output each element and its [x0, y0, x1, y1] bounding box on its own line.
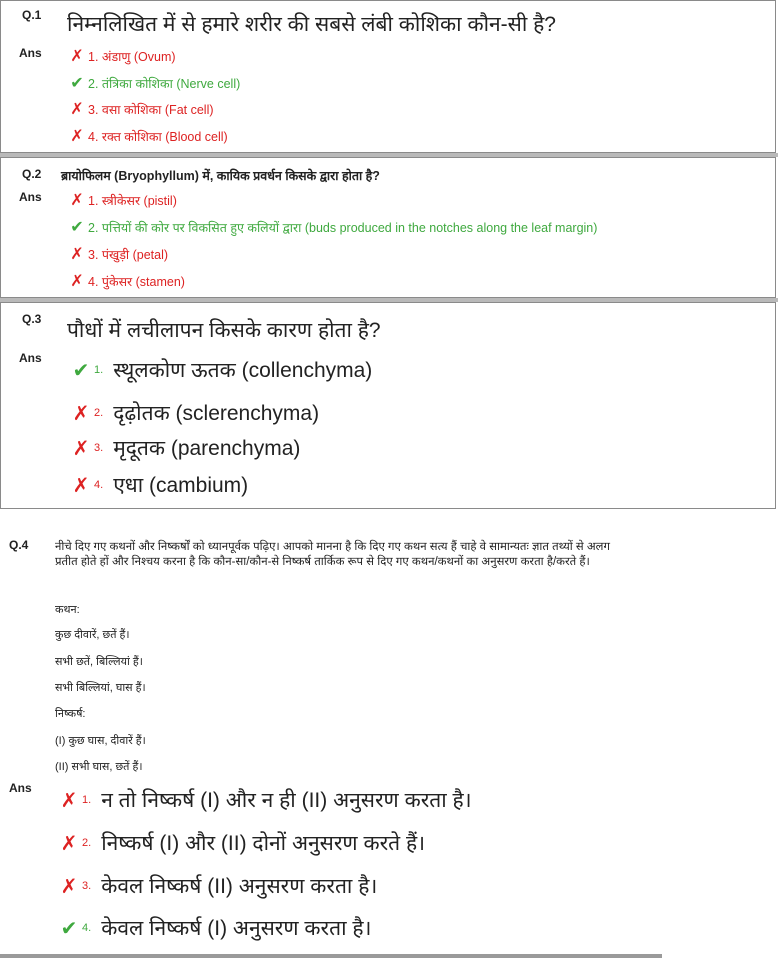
question-number: Q.1 — [22, 8, 42, 22]
answer-label: Ans — [19, 190, 42, 204]
question-text: ब्रायोफिलम (Bryophyllum) में, कायिक प्रवर्धन किसके द्वारा होता है? — [61, 169, 380, 183]
option-label: न तो निष्कर्ष (I) और न ही (II) अनुसरण करता है। — [101, 789, 472, 812]
wrong-mark-icon: ✗ — [60, 832, 78, 855]
option-number: 2. — [82, 837, 92, 849]
option-number: 1. — [94, 364, 104, 376]
answer-label: Ans — [19, 46, 42, 60]
wrong-mark-icon: ✗ — [72, 437, 90, 460]
wrong-mark-icon: ✗ — [70, 101, 84, 118]
wrong-mark-icon: ✗ — [60, 875, 78, 898]
option-label: 3. वसा कोशिका (Fat cell) — [88, 102, 214, 117]
option-label: एधा (cambium) — [113, 474, 249, 497]
answer-label: Ans — [19, 351, 42, 365]
option-4 — [72, 471, 248, 499]
option-label: 2. तंत्रिका कोशिका (Nerve cell) — [88, 76, 241, 91]
option-number: 3. — [94, 442, 104, 454]
conclusion-line: (I) कुछ घास, दीवारें हैं। — [55, 735, 146, 747]
conclusion-line: (II) सभी घास, छतें हैं। — [55, 761, 143, 773]
option-label: 4. पुंकेसर (stamen) — [88, 274, 185, 289]
option-1 — [60, 786, 472, 814]
question-number: Q.3 — [22, 312, 42, 326]
option-label: मृदूतक (parenchyma) — [113, 437, 301, 460]
option-label: 4. रक्त कोशिका (Blood cell) — [88, 129, 228, 144]
option-label: दृढ़ोतक (sclerenchyma) — [113, 402, 320, 425]
divider — [0, 954, 662, 958]
option-number: 2. — [94, 407, 104, 419]
option-label: केवल निष्कर्ष (II) अनुसरण करता है। — [101, 875, 378, 898]
question-number: Q.4 — [9, 538, 29, 552]
option-number: 3. — [82, 880, 92, 892]
option-3 — [70, 244, 168, 264]
wrong-mark-icon: ✗ — [72, 402, 90, 425]
option-3 — [72, 434, 300, 462]
option-1 — [72, 356, 372, 384]
option-label: स्थूलकोण ऊतक (collenchyma) — [113, 359, 373, 382]
option-3 — [70, 99, 214, 119]
statement-line: सभी छतें, बिल्लियां हैं। — [55, 656, 143, 668]
statement-line: कुछ दीवारें, छतें हैं। — [55, 629, 130, 641]
correct-mark-icon: ✔ — [72, 359, 90, 382]
wrong-mark-icon: ✗ — [72, 474, 90, 497]
conclusion-heading: निष्कर्ष: — [55, 708, 86, 720]
wrong-mark-icon: ✗ — [70, 192, 84, 209]
wrong-mark-icon: ✗ — [70, 128, 84, 145]
option-3 — [60, 872, 377, 900]
option-label: 3. पंखुड़ी (petal) — [88, 247, 169, 262]
correct-mark-icon: ✔ — [70, 75, 84, 92]
question-text: पौधों में लचीलापन किसके कारण होता है? — [67, 319, 381, 342]
statement-heading: कथन: — [55, 604, 80, 616]
option-label: 1. स्त्रीकेसर (pistil) — [88, 193, 177, 208]
option-label: केवल निष्कर्ष (I) अनुसरण करता है। — [101, 917, 372, 940]
option-label: 1. अंडाणु (Ovum) — [88, 49, 176, 64]
option-number: 4. — [94, 479, 104, 491]
wrong-mark-icon: ✗ — [70, 273, 84, 290]
correct-mark-icon: ✔ — [60, 917, 78, 940]
option-2 — [70, 73, 240, 93]
wrong-mark-icon: ✗ — [70, 48, 84, 65]
option-4 — [70, 271, 185, 291]
option-2 — [60, 829, 425, 857]
option-4 — [70, 126, 228, 146]
option-number: 1. — [82, 794, 92, 806]
option-2 — [72, 399, 319, 427]
wrong-mark-icon: ✗ — [60, 789, 78, 812]
answer-label: Ans — [9, 781, 32, 795]
option-label: निष्कर्ष (I) और (II) दोनों अनुसरण करते हैं। — [101, 832, 426, 855]
option-1 — [70, 190, 177, 210]
option-number: 4. — [82, 922, 92, 934]
question-text: नीचे दिए गए कथनों और निष्कर्षों को ध्यानपूर्वक पढ़िए। आपको मानना है कि दिए गए कथन सत्य हैं चाहे वे सामान्यतः ज्ञात तथ्यों से अलग प्रतीत होते हों और निश्चय करना है कि कौन-सा/कौन-से निष्कर्ष तार्किक रूप से दिए गए कथन/कथनों का अनुसरण करता है/करते हैं। — [55, 541, 610, 568]
option-2 — [70, 217, 597, 237]
option-1 — [70, 46, 176, 66]
question-number: Q.2 — [22, 167, 42, 181]
statement-line: सभी बिल्लियां, घास हैं। — [55, 682, 146, 694]
wrong-mark-icon: ✗ — [70, 246, 84, 263]
correct-mark-icon: ✔ — [70, 219, 84, 236]
question-text: निम्नलिखित में से हमारे शरीर की सबसे लंबी कोशिका कौन-सी है? — [67, 13, 556, 36]
option-label: 2. पत्तियों की कोर पर विकसित हुए कलियों द्वारा (buds produced in the notches along the leaf margin) — [88, 220, 598, 235]
option-4 — [60, 914, 371, 942]
